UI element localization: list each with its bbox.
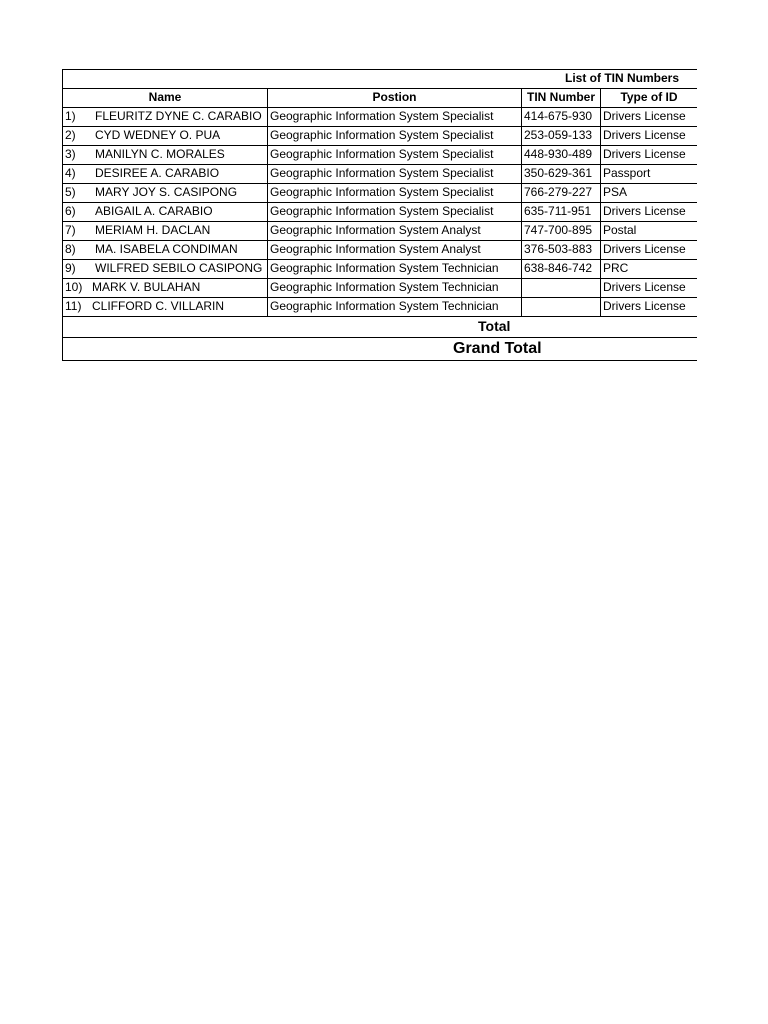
- id-type-cell: Drivers License: [603, 147, 686, 161]
- name-cell: [63, 108, 268, 126]
- table-row: [63, 260, 697, 279]
- tin-number-cell: 448-930-489: [522, 146, 601, 164]
- table-row: [63, 146, 697, 165]
- header-type-of-id: Type of ID: [620, 90, 678, 104]
- employee-name: CLIFFORD C. VILLARIN: [92, 299, 225, 313]
- position-cell: Geographic Information System Technician: [268, 298, 522, 316]
- employee-name: ABIGAIL A. CARABIO: [95, 204, 213, 218]
- position-cell: Geographic Information System Specialist: [268, 146, 522, 164]
- row-number: 2): [65, 128, 76, 142]
- tin-number-cell: [522, 298, 601, 316]
- position-cell: Geographic Information System Specialist: [268, 127, 522, 145]
- position-cell: Geographic Information System Analyst: [268, 222, 522, 240]
- tin-number-cell: 376-503-883: [522, 241, 601, 259]
- tin-number-cell: 350-629-361: [522, 165, 601, 183]
- employee-name: CYD WEDNEY O. PUA: [95, 128, 221, 142]
- employee-name: DESIREE A. CARABIO: [95, 166, 220, 180]
- row-number: 4): [65, 166, 76, 180]
- position-cell: Geographic Information System Specialist: [268, 184, 522, 202]
- table-title: List of TIN Numbers: [564, 71, 679, 85]
- table-row: [63, 222, 697, 241]
- table-row: [63, 279, 697, 298]
- table-row: [63, 298, 697, 317]
- row-number: 10): [65, 280, 83, 294]
- name-cell: [63, 184, 268, 202]
- table-row: [63, 203, 697, 222]
- name-cell: [63, 241, 268, 259]
- row-number: 1): [65, 109, 76, 123]
- id-type-cell: Drivers License: [603, 109, 686, 123]
- title-row: [63, 70, 697, 89]
- table-row: [63, 127, 697, 146]
- id-type-cell: PSA: [603, 185, 628, 199]
- table-row: [63, 241, 697, 260]
- employee-name: MARY JOY S. CASIPONG: [95, 185, 238, 199]
- name-cell: [63, 279, 268, 297]
- tin-number-cell: 747-700-895: [522, 222, 601, 240]
- name-cell: [63, 298, 268, 316]
- id-type-cell: Drivers License: [603, 242, 686, 256]
- total-label: Total: [478, 318, 511, 334]
- name-cell: [63, 165, 268, 183]
- tin-number-cell: [522, 279, 601, 297]
- id-type-cell: Postal: [603, 223, 637, 237]
- position-cell: Geographic Information System Specialist: [268, 165, 522, 183]
- header-row: [63, 89, 697, 108]
- employee-name: MA. ISABELA CONDIMAN: [95, 242, 238, 256]
- row-number: 5): [65, 185, 76, 199]
- id-type-cell: PRC: [603, 261, 629, 275]
- id-type-cell: Drivers License: [603, 204, 686, 218]
- row-number: 8): [65, 242, 76, 256]
- position-cell: Geographic Information System Analyst: [268, 241, 522, 259]
- total-row: [63, 317, 697, 338]
- header-position: Postion: [268, 89, 522, 107]
- header-name: Name: [63, 89, 268, 107]
- name-cell: [63, 146, 268, 164]
- employee-name: FLEURITZ DYNE C. CARABIO: [95, 109, 262, 123]
- row-number: 7): [65, 223, 76, 237]
- tin-number-cell: 766-279-227: [522, 184, 601, 202]
- header-tin-number: TIN Number: [522, 89, 601, 107]
- row-number: 9): [65, 261, 76, 275]
- id-type-cell: Drivers License: [603, 128, 686, 142]
- name-cell: [63, 203, 268, 221]
- grand-total-row: [63, 338, 697, 360]
- employee-name: MERIAM H. DACLAN: [95, 223, 211, 237]
- position-cell: Geographic Information System Specialist: [268, 108, 522, 126]
- employee-name: MANILYN C. MORALES: [95, 147, 225, 161]
- row-number: 11): [65, 299, 82, 313]
- position-cell: Geographic Information System Technician: [268, 279, 522, 297]
- tin-number-cell: 414-675-930: [522, 108, 601, 126]
- tin-number-cell: 253-059-133: [522, 127, 601, 145]
- id-type-cell: Drivers License: [603, 280, 686, 294]
- tin-list-table: [62, 69, 697, 361]
- tin-number-cell: 635-711-951: [522, 203, 601, 221]
- employee-name: MARK V. BULAHAN: [92, 280, 201, 294]
- table-row: [63, 184, 697, 203]
- grand-total-label: Grand Total: [453, 340, 542, 357]
- name-cell: [63, 127, 268, 145]
- employee-name: WILFRED SEBILO CASIPONG: [95, 261, 263, 275]
- position-cell: Geographic Information System Specialist: [268, 203, 522, 221]
- id-type-cell: Passport: [603, 166, 651, 180]
- row-number: 6): [65, 204, 76, 218]
- tin-number-cell: 638-846-742: [522, 260, 601, 278]
- name-cell: [63, 260, 268, 278]
- id-type-cell: Drivers License: [603, 299, 686, 313]
- table-row: [63, 165, 697, 184]
- row-number: 3): [65, 147, 76, 161]
- name-cell: [63, 222, 268, 240]
- position-cell: Geographic Information System Technician: [268, 260, 522, 278]
- table-row: [63, 108, 697, 127]
